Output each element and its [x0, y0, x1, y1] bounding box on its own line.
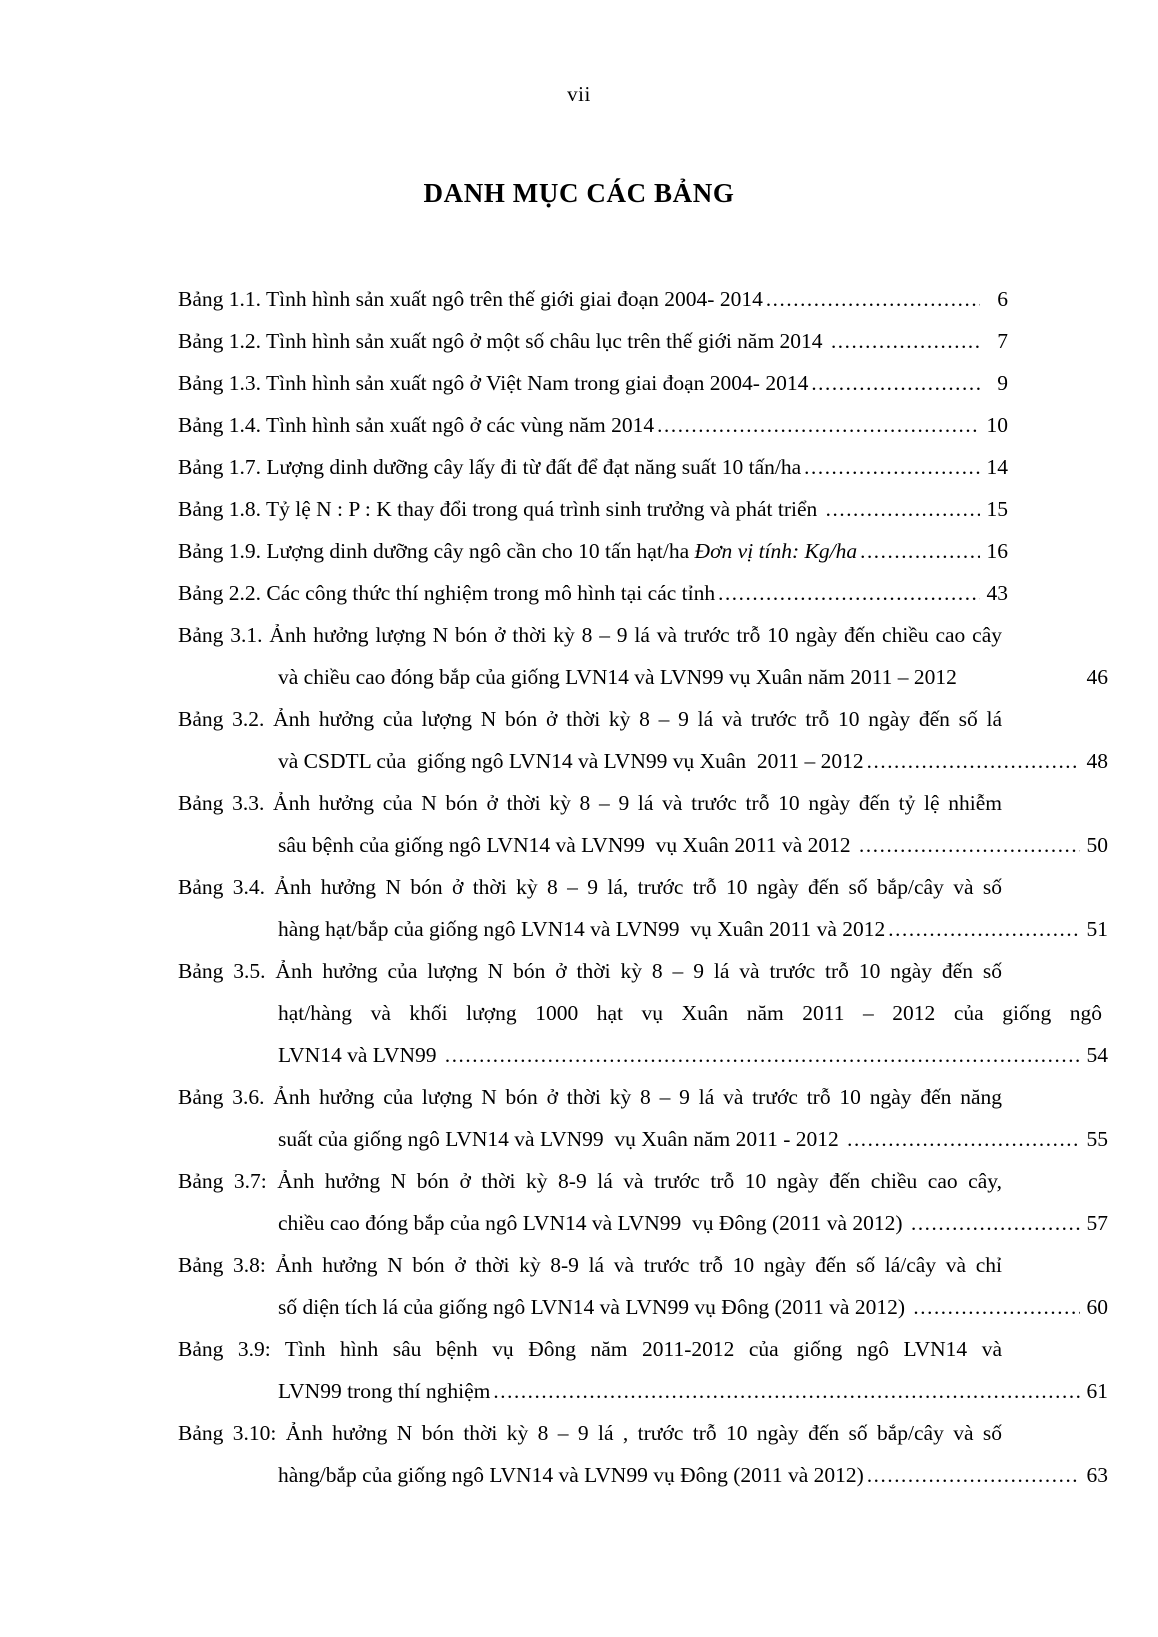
toc-entry-line	[178, 950, 1008, 992]
toc-leader-dots	[885, 908, 1080, 950]
toc-entry[interactable]	[178, 782, 1108, 866]
toc-entry-text: Bảng 1.7. Lượng dinh dưỡng cây lấy đi từ đất để đạt năng suất 10 tấn/ha	[178, 455, 802, 479]
toc-entry[interactable]	[178, 572, 1008, 614]
toc-page-number: 60	[1086, 1295, 1108, 1319]
toc-entry-line	[178, 1076, 1008, 1118]
toc-entry-line	[178, 908, 1108, 950]
toc-entry-text: sâu bệnh của giống ngô LVN14 và LVN99 vụ Xuân 2011 và 2012	[278, 833, 857, 857]
toc-entry-text: Bảng 3.7: Ảnh hưởng N bón ở thời kỳ 8-9 lá và trước trỗ 10 ngày đến chiều cao cây,	[178, 1169, 1002, 1193]
toc-entry-text: và CSDTL của giống ngô LVN14 và LVN99 vụ Xuân 2011 – 2012	[278, 749, 864, 773]
toc-entry-unit-note: Đơn vị tính: Kg/ha	[694, 539, 858, 563]
toc-entry-line	[178, 404, 1008, 446]
toc-entry[interactable]	[178, 488, 1008, 530]
toc-entry-line	[178, 1286, 1108, 1328]
toc-entry-text: Bảng 3.3. Ảnh hưởng của N bón ở thời kỳ 8 – 9 lá và trước trỗ 10 ngày đến tỷ lệ nhiễm	[178, 791, 1002, 815]
page-folio: vii	[567, 82, 591, 106]
toc-entry-text: suất của giống ngô LVN14 và LVN99 vụ Xuân năm 2011 - 2012	[278, 1127, 845, 1151]
toc-entry-text: Bảng 3.10: Ảnh hưởng N bón thời kỳ 8 – 9 lá , trước trỗ 10 ngày đến số bắp/cây và số	[178, 1421, 1002, 1445]
toc-page-number: 46	[1086, 665, 1108, 689]
toc-leader-dots	[910, 1286, 1080, 1328]
toc-entry[interactable]	[178, 1076, 1108, 1160]
toc-page-number: 10	[986, 413, 1008, 437]
toc-entry-line	[178, 320, 1008, 362]
toc-entry-text: Bảng 3.9: Tình hình sâu bệnh vụ Đông năm 2011-2012 của giống ngô LVN14 và	[178, 1337, 1002, 1361]
toc-entry-text: Bảng 1.9. Lượng dinh dưỡng cây ngô cần cho 10 tấn hạt/ha	[178, 539, 695, 563]
toc-leader-dots	[808, 362, 980, 404]
toc-entry-line	[178, 614, 1008, 656]
toc-entry[interactable]	[178, 404, 1008, 446]
toc-page-number: 6	[997, 287, 1008, 311]
toc-entry-text: Bảng 1.2. Tình hình sản xuất ngô ở một số châu lục trên thế giới năm 2014	[178, 329, 828, 353]
toc-entry-text: Bảng 3.6. Ảnh hưởng của lượng N bón ở thời kỳ 8 – 9 lá và trước trỗ 10 ngày đến năng	[178, 1085, 1002, 1109]
toc-page-number: 55	[1086, 1127, 1108, 1151]
toc-leader-dots	[442, 1034, 1080, 1076]
toc-entry-line	[178, 362, 1008, 404]
toc-leader-dots	[844, 1118, 1080, 1160]
toc-leader-dots	[908, 1202, 1080, 1244]
toc-entry[interactable]	[178, 446, 1008, 488]
toc-entry-line	[178, 1328, 1008, 1370]
toc-entry-line	[178, 446, 1008, 488]
toc-leader-dots	[763, 278, 980, 320]
toc-leader-dots	[715, 572, 980, 614]
toc-entry-text: hàng/bắp của giống ngô LVN14 và LVN99 vụ Đông (2011 và 2012)	[278, 1463, 864, 1487]
toc-entry-text: Bảng 1.3. Tình hình sản xuất ngô ở Việt Nam trong giai đoạn 2004- 2014	[178, 371, 809, 395]
toc-entry[interactable]	[178, 614, 1108, 698]
toc-entry-line	[178, 1202, 1108, 1244]
toc-entry-text: Bảng 1.1. Tình hình sản xuất ngô trên thế giới giai đoạn 2004- 2014	[178, 287, 763, 311]
toc-entry-line	[178, 530, 1008, 572]
toc-page-number: 9	[997, 371, 1008, 395]
toc-leader-dots	[654, 404, 980, 446]
toc-entry-line	[178, 992, 1108, 1034]
toc-page-number: 48	[1086, 749, 1108, 773]
toc-entry-text: Bảng 3.1. Ảnh hưởng lượng N bón ở thời kỳ 8 – 9 lá và trước trỗ 10 ngày đến chiều cao cây	[178, 623, 1002, 647]
toc-leader-dots	[856, 824, 1080, 866]
toc-page-number: 16	[986, 539, 1008, 563]
toc-entry-line	[178, 698, 1008, 740]
toc-page-number: 63	[1086, 1463, 1108, 1487]
toc-page-number: 50	[1086, 833, 1108, 857]
toc-entry[interactable]	[178, 278, 1008, 320]
toc-entry-text: Bảng 3.5. Ảnh hưởng của lượng N bón ở thời kỳ 8 – 9 lá và trước trỗ 10 ngày đến số	[178, 959, 1002, 983]
toc-leader-dots	[864, 1454, 1080, 1496]
toc-leader-dots	[857, 530, 980, 572]
toc-entry-text: Bảng 2.2. Các công thức thí nghiệm trong mô hình tại các tỉnh	[178, 581, 716, 605]
toc-page-number: 54	[1086, 1043, 1108, 1067]
toc-entry[interactable]	[178, 320, 1008, 362]
toc-page-number: 15	[986, 497, 1008, 521]
toc-entry[interactable]	[178, 698, 1108, 782]
toc-page-number: 61	[1086, 1379, 1108, 1403]
toc-entry-line	[178, 1370, 1108, 1412]
toc-entry-text: Bảng 3.4. Ảnh hưởng N bón ở thời kỳ 8 – 9 lá, trước trỗ 10 ngày đến số bắp/cây và số	[178, 875, 1002, 899]
toc-entry-text: hạt/hàng và khối lượng 1000 hạt vụ Xuân năm 2011 – 2012 của giống ngô	[278, 1001, 1102, 1025]
toc-entry[interactable]	[178, 1328, 1108, 1412]
toc-entry[interactable]	[178, 1244, 1108, 1328]
toc-entry-text: hàng hạt/bắp của giống ngô LVN14 và LVN99 vụ Xuân 2011 và 2012	[278, 917, 886, 941]
toc-entry-line	[178, 866, 1008, 908]
toc-entry-line	[178, 1454, 1108, 1496]
toc-entry-line	[178, 1244, 1008, 1286]
toc-entry-line	[178, 572, 1008, 614]
toc-entry[interactable]	[178, 950, 1108, 1076]
table-of-contents	[178, 278, 1108, 1496]
toc-entry-text: Bảng 3.8: Ảnh hưởng N bón ở thời kỳ 8-9 lá và trước trỗ 10 ngày đến số lá/cây và chỉ	[178, 1253, 1002, 1277]
toc-page-number: 57	[1086, 1211, 1108, 1235]
toc-leader-dots	[828, 320, 980, 362]
toc-leader-dots	[801, 446, 980, 488]
toc-entry-line	[178, 1118, 1108, 1160]
toc-entry-text: LVN99 trong thí nghiệm	[278, 1379, 491, 1403]
toc-entry-text: số diện tích lá của giống ngô LVN14 và LVN99 vụ Đông (2011 và 2012)	[278, 1295, 911, 1319]
toc-page-number: 51	[1086, 917, 1108, 941]
toc-entry[interactable]	[178, 1160, 1108, 1244]
toc-entry-text: LVN14 và LVN99	[278, 1043, 442, 1067]
toc-page-number: 43	[986, 581, 1008, 605]
toc-entry-line	[178, 740, 1108, 782]
toc-page-number: 14	[986, 455, 1008, 479]
toc-entry-line	[178, 278, 1008, 320]
toc-entry-line	[178, 824, 1108, 866]
toc-entry-text: Bảng 3.2. Ảnh hưởng của lượng N bón ở thời kỳ 8 – 9 lá và trước trỗ 10 ngày đến số lá	[178, 707, 1002, 731]
toc-entry-line	[178, 1034, 1108, 1076]
toc-entry-line	[178, 656, 1108, 698]
toc-entry-text: Bảng 1.4. Tình hình sản xuất ngô ở các vùng năm 2014	[178, 413, 655, 437]
toc-leader-dots	[864, 740, 1080, 782]
toc-entry[interactable]	[178, 1412, 1108, 1496]
toc-entry[interactable]	[178, 362, 1008, 404]
toc-entry-text: và chiều cao đóng bắp của giống LVN14 và LVN99 vụ Xuân năm 2011 – 2012	[278, 665, 957, 689]
toc-leader-dots	[823, 488, 980, 530]
toc-leader-dots	[490, 1370, 1080, 1412]
toc-entry[interactable]	[178, 866, 1108, 950]
toc-page-number: 7	[997, 329, 1008, 353]
toc-entry-line	[178, 1160, 1008, 1202]
page-title: DANH MỤC CÁC BẢNG	[423, 178, 735, 208]
toc-entry-text: chiều cao đóng bắp của ngô LVN14 và LVN99 vụ Đông (2011 và 2012)	[278, 1211, 908, 1235]
toc-entry-line	[178, 1412, 1008, 1454]
toc-entry-line	[178, 782, 1008, 824]
toc-entry[interactable]	[178, 530, 1008, 572]
toc-entry-line	[178, 488, 1008, 530]
toc-entry-text: Bảng 1.8. Tỷ lệ N : P : K thay đổi trong quá trình sinh trưởng và phát triển	[178, 497, 823, 521]
